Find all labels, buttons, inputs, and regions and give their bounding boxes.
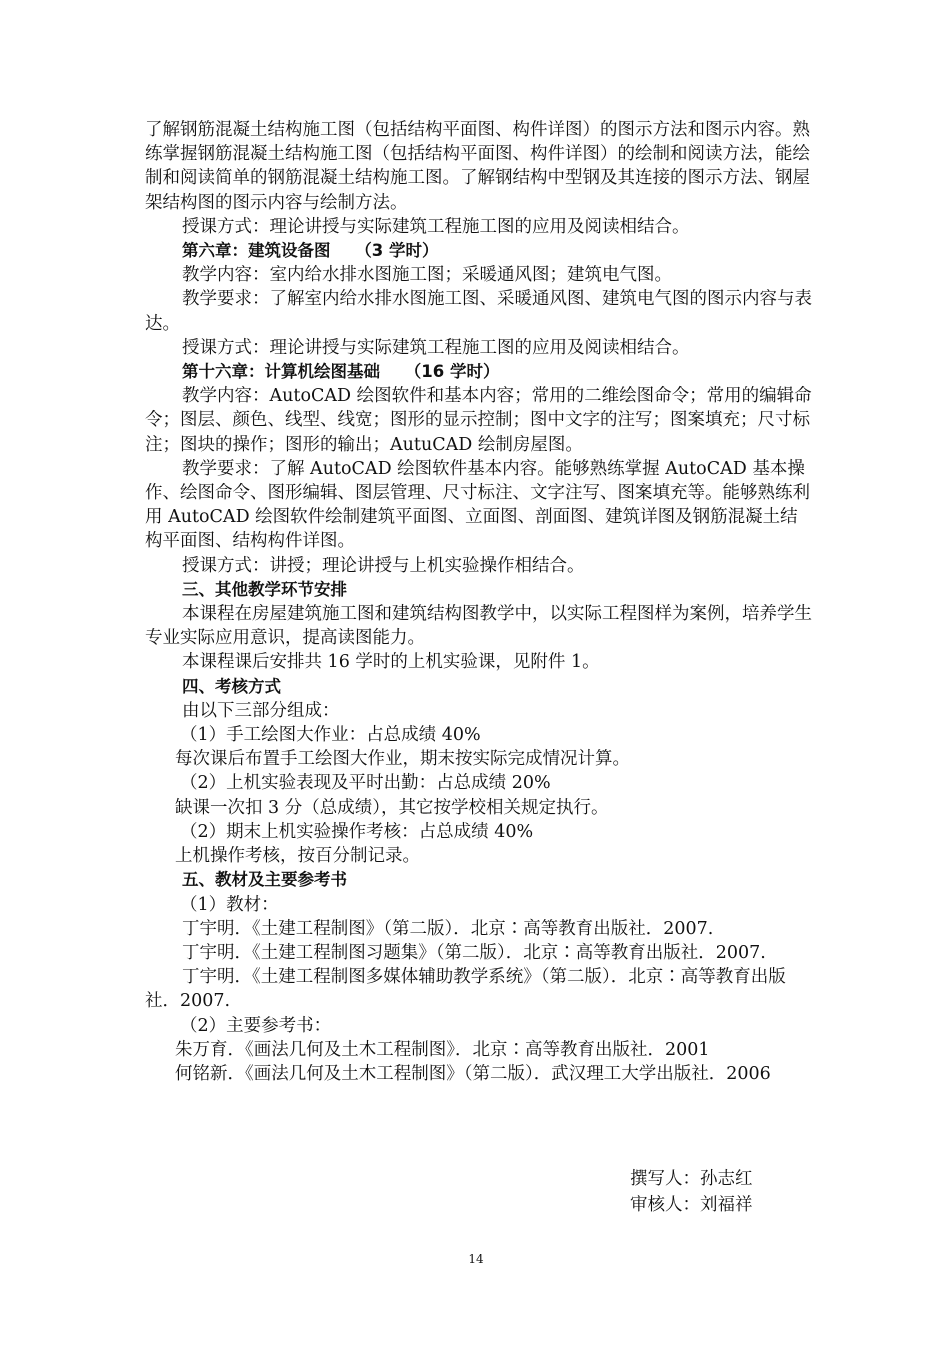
textbook-entry: 丁宇明．《土建工程制图多媒体辅助教学系统》（第二版）．北京∶高等教育出版社．2007. [145,967,786,1012]
assessment-item: （1）手工绘图大作业：占总成绩 40% [180,725,481,746]
paragraph-teaching-content: 教学内容：AutoCAD 绘图软件和基本内容；常用的二维绘图命令；常用的编辑命令；图层、颜色、线型、线宽；图形的显示控制；图中文字的注写；图案填充；尺寸标注；图块的操作；图形的输出；AutuCAD 绘制房屋图。 [145,386,812,455]
reference-entry: 何铭新．《画法几何及土木工程制图》（第二版）．武汉理工大学出版社．2006 [175,1063,771,1084]
paragraph-structure-drawing-intro: 了解钢筋混凝土结构施工图（包括结构平面图、构件详图）的图示方法和图示内容。熟练掌握钢筋混凝土结构施工图（包括结构平面图、构件详图）的绘制和阅读方法，能绘制和阅读简单的钢筋混凝土结构施工图。了解钢结构中型钢及其连接的图示方法、钢屋架结构图的图示内容与绘制方法。 [145,120,810,213]
assessment-item-detail: 上机操作考核，按百分制记录。 [175,846,420,867]
paragraph-teaching-method: 授课方式：理论讲授与实际建筑工程施工图的应用及阅读相结合。 [182,337,690,358]
paragraph-other-teaching: 本课程在房屋建筑施工图和建筑结构图教学中，以实际工程图样为案例，培养学生专业实际应用意识，提高读图能力。 [145,604,812,649]
paragraph-lab-arrangement: 本课程课后安排共 16 学时的上机实验课，见附件 1。 [182,652,600,673]
reference-entry: 朱万育．《画法几何及土木工程制图》．北京∶高等教育出版社．2001 [175,1039,710,1060]
assessment-item-detail: 缺课一次扣 3 分（总成绩），其它按学校相关规定执行。 [175,797,609,818]
page-number: 14 [468,1252,484,1266]
textbook-entry: 丁宇明．《土建工程制图》（第二版）．北京∶高等教育出版社．2007. [182,918,714,939]
paragraph-teaching-method: 授课方式：理论讲授与实际建筑工程施工图的应用及阅读相结合。 [182,216,690,237]
subheading-textbook: （1）教材： [180,894,279,915]
reviewer-line: 审核人：刘福祥 [630,1195,753,1215]
chapter-heading-computer-drawing: 第十六章：计算机绘图基础 （16 学时） [182,362,500,382]
subheading-references: （2）主要参考书： [180,1015,332,1036]
assessment-item: （2）上机实验表现及平时出勤：占总成绩 20% [180,773,551,794]
chapter-heading-building-equipment: 第六章：建筑设备图 （3 学时） [182,241,439,261]
paragraph-teaching-requirement: 教学要求：了解室内给水排水图施工图、采暖通风图、建筑电气图的图示内容与表达。 [145,289,812,334]
signature-block [630,1166,753,1218]
section-heading-textbooks: 五、教材及主要参考书 [182,870,347,890]
author-line: 撰写人：孙志红 [630,1169,753,1189]
paragraph-teaching-content: 教学内容：室内给水排水图施工图；采暖通风图；建筑电气图。 [182,265,672,286]
assessment-item: （2）期末上机实验操作考核：占总成绩 40% [180,821,534,842]
paragraph-assessment-intro: 由以下三部分组成： [182,700,340,721]
paragraph-teaching-method: 授课方式：讲授；理论讲授与上机实验操作相结合。 [182,555,585,576]
section-heading-assessment: 四、考核方式 [182,676,281,696]
document-body [145,118,813,1086]
textbook-entry: 丁宇明．《土建工程制图习题集》（第二版）．北京∶高等教育出版社．2007. [182,942,766,963]
paragraph-teaching-requirement: 教学要求：了解 AutoCAD 绘图软件基本内容。能够熟练掌握 AutoCAD 基本操作、绘图命令、图形编辑、图层管理、尺寸标注、文字注写、图案填充等。能够熟练利用 AutoCAD 绘图软件绘制建筑平面图、立面图、剖面图、建筑详图及钢筋混凝土结构平面图、结构构件详图。 [145,458,810,552]
section-heading-other-teaching: 三、其他教学环节安排 [182,579,347,599]
assessment-item-detail: 每次课后布置手工绘图大作业，期末按实际完成情况计算。 [175,749,630,770]
